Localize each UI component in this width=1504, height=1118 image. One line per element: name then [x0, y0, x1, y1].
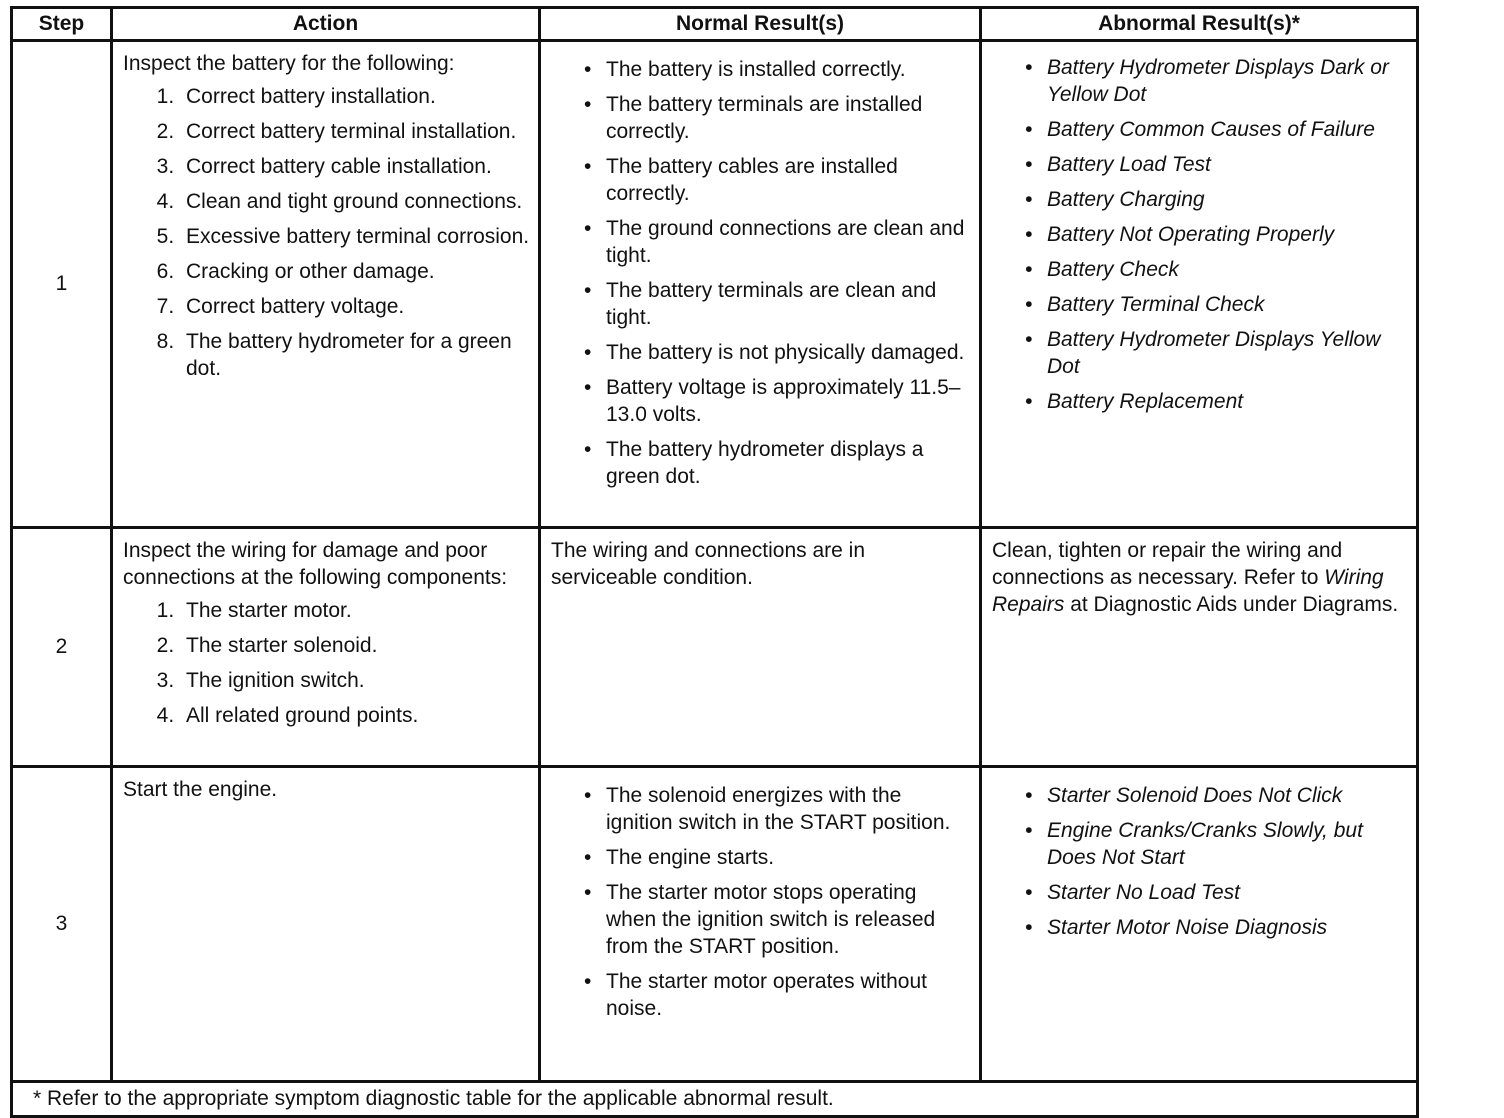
list-item: • The battery cables are installed correctly. — [606, 153, 971, 207]
list-item: • Battery Hydrometer Displays Dark or Yellow Dot — [1047, 54, 1408, 108]
list-item: • The battery terminals are installed correctly. — [606, 91, 971, 145]
footnote: * Refer to the appropriate symptom diagnostic table for the applicable abnormal result. — [12, 1082, 1418, 1117]
header-step: Step — [12, 8, 112, 41]
list-item: • Engine Cranks/Cranks Slowly, but Does Not Start — [1047, 817, 1408, 871]
list-item: 7. Correct battery voltage. — [180, 293, 530, 320]
abnormal-cell — [981, 528, 1418, 767]
abnormal-text-post: at Diagnostic Aids under Diagrams. — [1064, 593, 1399, 616]
list-item: • The battery is not physically damaged. — [606, 339, 971, 366]
action-list — [123, 83, 530, 382]
list-item: 1. Correct battery installation. — [180, 83, 530, 110]
list-item: 3. The ignition switch. — [180, 667, 530, 694]
list-item: 4. All related ground points. — [180, 702, 530, 729]
action-cell — [112, 767, 540, 1082]
normal-text: The wiring and connections are in serviceable condition. — [551, 539, 866, 589]
abnormal-cell — [981, 767, 1418, 1082]
list-item: • The battery is installed correctly. — [606, 56, 971, 83]
step-number: 2 — [12, 528, 112, 767]
list-item: • Starter Solenoid Does Not Click — [1047, 782, 1408, 809]
list-item: • Battery Load Test — [1047, 151, 1408, 178]
list-item: • The battery terminals are clean and tight. — [606, 277, 971, 331]
normal-list — [551, 56, 971, 490]
normal-list — [551, 782, 971, 1022]
wiring-repairs-reference: Wiring Repairs — [992, 566, 1384, 616]
abnormal-text-pre: Clean, tighten or repair the wiring and connections as necessary. Refer to — [992, 539, 1343, 589]
action-cell — [112, 528, 540, 767]
normal-cell — [540, 767, 981, 1082]
list-item: • Battery Terminal Check — [1047, 291, 1408, 318]
action-list — [123, 597, 530, 729]
list-item: 2. Correct battery terminal installation. — [180, 118, 530, 145]
list-item: 6. Cracking or other damage. — [180, 258, 530, 285]
list-item: • The starter motor operates without noise. — [606, 968, 971, 1022]
table-row-step-2 — [12, 528, 1418, 767]
action-intro: Start the engine. — [123, 778, 278, 801]
abnormal-text — [992, 537, 1408, 618]
table-row-step-1 — [12, 41, 1418, 528]
list-item: • Starter No Load Test — [1047, 879, 1408, 906]
list-item: 4. Clean and tight ground connections. — [180, 188, 530, 215]
footnote-row — [12, 1082, 1418, 1117]
abnormal-cell — [981, 41, 1418, 528]
header-row — [12, 8, 1418, 41]
action-intro: Inspect the battery for the following: — [123, 52, 455, 75]
header-action: Action — [112, 8, 540, 41]
header-normal: Normal Result(s) — [540, 8, 981, 41]
step-number: 1 — [12, 41, 112, 528]
list-item: • Battery Hydrometer Displays Yellow Dot — [1047, 326, 1408, 380]
header-abnormal: Abnormal Result(s)* — [981, 8, 1418, 41]
step-number: 3 — [12, 767, 112, 1082]
table-row-step-3 — [12, 767, 1418, 1082]
list-item: • The solenoid energizes with the ignition switch in the START position. — [606, 782, 971, 836]
abnormal-list — [992, 782, 1408, 941]
list-item: • Starter Motor Noise Diagnosis — [1047, 914, 1408, 941]
list-item: • The engine starts. — [606, 844, 971, 871]
action-intro: Inspect the wiring for damage and poor connections at the following components: — [123, 539, 508, 589]
abnormal-list — [992, 54, 1408, 415]
list-item: • Battery Not Operating Properly — [1047, 221, 1408, 248]
list-item: • Battery Check — [1047, 256, 1408, 283]
normal-cell — [540, 41, 981, 528]
list-item: 8. The battery hydrometer for a green dot. — [180, 328, 530, 382]
list-item: 3. Correct battery cable installation. — [180, 153, 530, 180]
normal-cell — [540, 528, 981, 767]
diagnostic-table — [10, 6, 1419, 1118]
list-item: 2. The starter solenoid. — [180, 632, 530, 659]
list-item: • Battery Charging — [1047, 186, 1408, 213]
list-item: • Battery Common Causes of Failure — [1047, 116, 1408, 143]
list-item: • Battery Replacement — [1047, 388, 1408, 415]
list-item: • The starter motor stops operating when the ignition switch is released from the START position. — [606, 879, 971, 960]
action-cell — [112, 41, 540, 528]
list-item: 1. The starter motor. — [180, 597, 530, 624]
list-item: • The battery hydrometer displays a green dot. — [606, 436, 971, 490]
list-item: 5. Excessive battery terminal corrosion. — [180, 223, 530, 250]
list-item: • The ground connections are clean and tight. — [606, 215, 971, 269]
list-item: • Battery voltage is approximately 11.5–13.0 volts. — [606, 374, 971, 428]
